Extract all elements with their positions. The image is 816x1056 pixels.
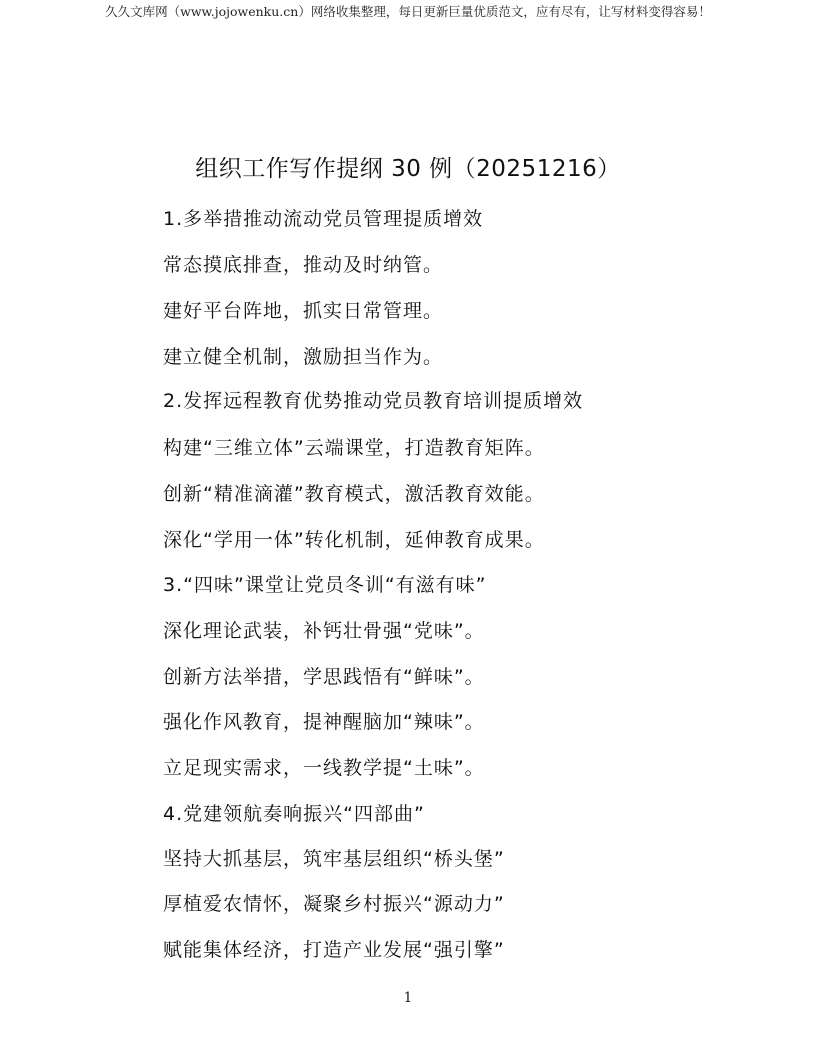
section-heading-3: 3.“四味”课堂让党员冬训“有滋有味”: [163, 574, 487, 596]
outline-point: 强化作风教育，提神醒脑加“辣味”。: [163, 711, 485, 733]
page-number: 1: [403, 990, 413, 1006]
outline-point: 创新“精准滴灌”教育模式，激活教育效能。: [163, 483, 545, 505]
outline-point: 深化“学用一体”转化机制，延伸教育成果。: [163, 529, 545, 551]
outline-point: 建好平台阵地，抓实日常管理。: [163, 300, 444, 322]
site-header-note: 久久文库网（www.jojowenku.cn）网络收集整理，每日更新巨量优质范文，应有尽有，让写材料变得容易！: [105, 4, 711, 19]
outline-point: 立足现实需求，一线教学提“土味”。: [163, 757, 485, 779]
outline-point: 构建“三维立体”云端课堂，打造教育矩阵。: [163, 437, 545, 459]
outline-point: 赋能集体经济，打造产业发展“强引擎”: [163, 939, 505, 961]
section-heading-4: 4.党建领航奏响振兴“四部曲”: [163, 803, 425, 825]
outline-point: 常态摸底排查，推动及时纳管。: [163, 254, 444, 276]
outline-point: 建立健全机制，激励担当作为。: [163, 346, 444, 368]
outline-point: 创新方法举措，学思践悟有“鲜味”。: [163, 666, 485, 688]
outline-point: 厚植爱农情怀，凝聚乡村振兴“源动力”: [163, 893, 505, 915]
section-heading-1: 1.多举措推动流动党员管理提质增效: [163, 208, 484, 230]
outline-point: 深化理论武装，补钙壮骨强“党味”。: [163, 620, 485, 642]
outline-point: 坚持大抓基层，筑牢基层组织“桥头堡”: [163, 848, 505, 870]
document-title: 组织工作写作提纲 30 例（20251216）: [195, 156, 621, 182]
section-heading-2: 2.发挥远程教育优势推动党员教育培训提质增效: [163, 390, 584, 412]
